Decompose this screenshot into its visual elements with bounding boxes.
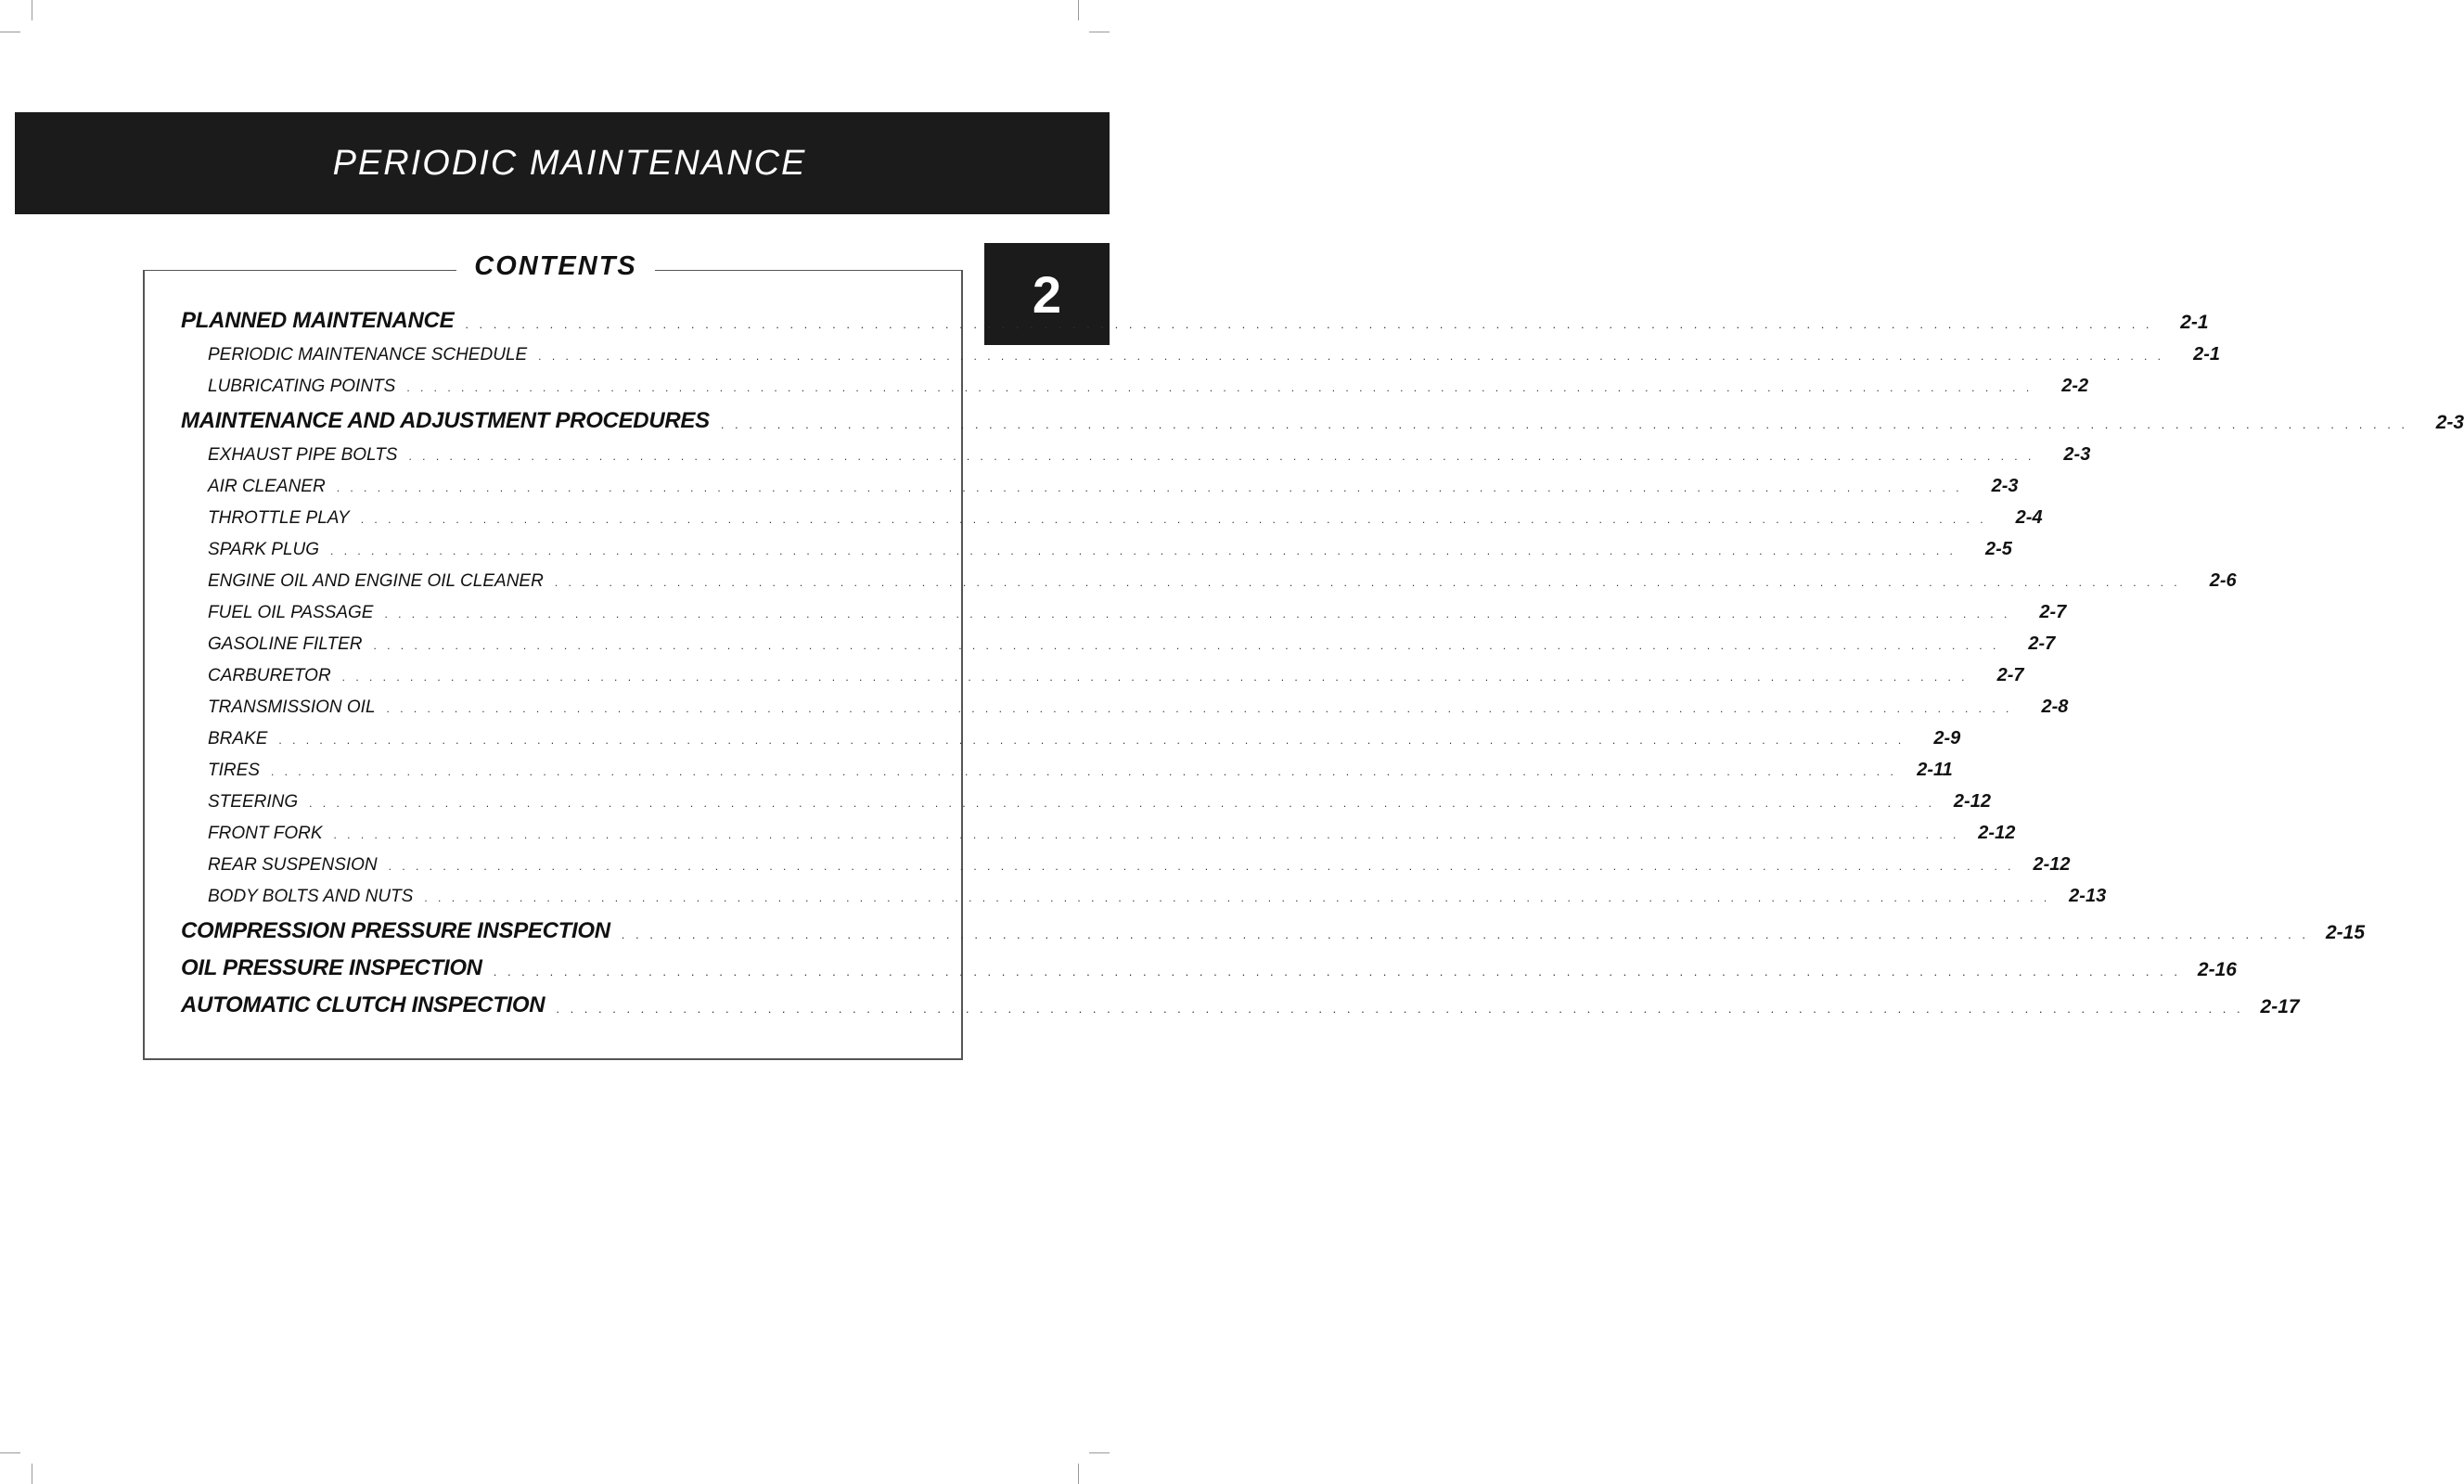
crop-mark-bottom-right bbox=[1078, 1464, 1079, 1484]
toc-dot-leader: . . . . . . . . . . . . . . . . . . . . . . . . . . . . . . . . . . . . . . . . . . . . . . . . . . . . . . . . . . . . . . . . . . . . . . . . . . . . . . . . . . . . . . . . . . . . . . . . . . . . . . . . . . . . . . . . . . . . . . . . bbox=[408, 450, 2035, 463]
toc-dot-leader: . . . . . . . . . . . . . . . . . . . . . . . . . . . . . . . . . . . . . . . . . . . . . . . . . . . . . . . . . . . . . . . . . . . . . . . . . . . . . . . . . . . . . . . . . . . . . . . . . . . . . . . . . . . . . . . . . . . . . . . . bbox=[336, 481, 1963, 494]
toc-dot-leader: . . . . . . . . . . . . . . . . . . . . . . . . . . . . . . . . . . . . . . . . . . . . . . . . . . . . . . . . . . . . . . . . . . . . . . . . . . . . . . . . . . . . . . . . . . . . . . . . . . . . . . . . . . . . . . . . . . . . . . . . bbox=[278, 734, 1906, 747]
toc-entry[interactable] bbox=[181, 655, 2024, 686]
toc-entry[interactable] bbox=[181, 334, 2220, 365]
toc-entry-page: 2-7 bbox=[2028, 633, 2056, 654]
toc-entry-page: 2-12 bbox=[1953, 791, 1991, 812]
toc-entry-page: 2-12 bbox=[1978, 823, 2016, 843]
table-of-contents bbox=[181, 297, 2464, 1018]
toc-entry-label: STEERING bbox=[208, 792, 299, 812]
toc-entry-label: REAR SUSPENSION bbox=[208, 855, 378, 875]
toc-entry-page: 2-7 bbox=[2039, 602, 2067, 622]
toc-dot-leader: . . . . . . . . . . . . . . . . . . . . . . . . . . . . . . . . . . . . . . . . . . . . . . . . . . . . . . . . . . . . . . . . . . . . . . . . . . . . . . . . . . . . . . . . . . . . . . . . . . . . . . . . . . . . . . . . . . . . . . . . bbox=[406, 381, 2034, 394]
toc-dot-leader: . . . . . . . . . . . . . . . . . . . . . . . . . . . . . . . . . . . . . . . . . . . . . . . . . . . . . . . . . . . . . . . . . . . . . . . . . . . . . . . . . . . . . . . . . . . . . . . . . . . . . . . . . . . . . . . . . . . . . . . . bbox=[720, 417, 2409, 431]
toc-entry[interactable] bbox=[181, 497, 2043, 529]
toc-entry-page: 2-3 bbox=[1991, 476, 2019, 496]
toc-dot-leader: . . . . . . . . . . . . . . . . . . . . . . . . . . . . . . . . . . . . . . . . . . . . . . . . . . . . . . . . . . . . . . . . . . . . . . . . . . . . . . . . . . . . . . . . . . . . . . . . . . . . . . . . . . . . . . . . . . . . . . . . bbox=[424, 891, 2051, 904]
toc-entry-page: 2-1 bbox=[2180, 312, 2209, 333]
toc-entry-page: 2-3 bbox=[2435, 412, 2464, 433]
toc-entry-page: 2-13 bbox=[2069, 886, 2107, 906]
toc-dot-leader: . . . . . . . . . . . . . . . . . . . . . . . . . . . . . . . . . . . . . . . . . . . . . . . . . . . . . . . . . . . . . . . . . . . . . . . . . . . . . . . . . . . . . . . . . . . . . . . . . . . . . . . . . . . . . . . . . . . . . . . . bbox=[556, 1002, 2244, 1016]
toc-entry-page: 2-6 bbox=[2209, 570, 2237, 591]
toc-entry-page: 2-7 bbox=[1996, 665, 2024, 685]
toc-entry[interactable] bbox=[181, 560, 2237, 592]
toc-entry[interactable] bbox=[181, 781, 1991, 812]
toc-entry-label: AIR CLEANER bbox=[208, 477, 326, 496]
toc-entry-label: OIL PRESSURE INSPECTION bbox=[181, 955, 482, 980]
toc-entry-label: PLANNED MAINTENANCE bbox=[181, 308, 455, 333]
toc-entry[interactable] bbox=[181, 529, 2012, 560]
toc-dot-leader: . . . . . . . . . . . . . . . . . . . . . . . . . . . . . . . . . . . . . . . . . . . . . . . . . . . . . . . . . . . . . . . . . . . . . . . . . . . . . . . . . . . . . . . . . . . . . . . . . . . . . . . . . . . . . . . . . . . . . . . . bbox=[309, 797, 1935, 810]
chapter-title: PERIODIC MAINTENANCE bbox=[332, 143, 807, 183]
toc-dot-leader: . . . . . . . . . . . . . . . . . . . . . . . . . . . . . . . . . . . . . . . . . . . . . . . . . . . . . . . . . . . . . . . . . . . . . . . . . . . . . . . . . . . . . . . . . . . . . . . . . . . . . . . . . . . . . . . . . . . . . . . . bbox=[388, 860, 2015, 873]
toc-entry[interactable] bbox=[181, 623, 2056, 655]
toc-dot-leader: . . . . . . . . . . . . . . . . . . . . . . . . . . . . . . . . . . . . . . . . . . . . . . . . . . . . . . . . . . . . . . . . . . . . . . . . . . . . . . . . . . . . . . . . . . . . . . . . . . . . . . . . . . . . . . . . . . . . . . . . bbox=[538, 350, 2164, 363]
toc-entry-label: AUTOMATIC CLUTCH INSPECTION bbox=[181, 992, 545, 1017]
toc-dot-leader: . . . . . . . . . . . . . . . . . . . . . . . . . . . . . . . . . . . . . . . . . . . . . . . . . . . . . . . . . . . . . . . . . . . . . . . . . . . . . . . . . . . . . . . . . . . . . . . . . . . . . . . . . . . . . . . . . . . . . . . . bbox=[384, 608, 2011, 620]
toc-entry-label: GASOLINE FILTER bbox=[208, 634, 363, 654]
toc-entry[interactable] bbox=[181, 434, 2091, 466]
toc-entry-label: PERIODIC MAINTENANCE SCHEDULE bbox=[208, 345, 528, 365]
contents-box-top-rule-left bbox=[143, 270, 456, 271]
toc-entry[interactable] bbox=[181, 466, 2019, 497]
toc-entry[interactable] bbox=[181, 844, 2071, 876]
toc-entry-label: BODY BOLTS AND NUTS bbox=[208, 887, 414, 906]
toc-entry[interactable] bbox=[181, 812, 2016, 844]
toc-entry-page: 2-16 bbox=[2197, 959, 2237, 980]
crop-mark-bottom-left-h bbox=[0, 1452, 20, 1453]
toc-dot-leader: . . . . . . . . . . . . . . . . . . . . . . . . . . . . . . . . . . . . . . . . . . . . . . . . . . . . . . . . . . . . . . . . . . . . . . . . . . . . . . . . . . . . . . . . . . . . . . . . . . . . . . . . . . . . . . . . . . . . . . . . bbox=[341, 671, 1969, 684]
toc-entry-page: 2-3 bbox=[2063, 444, 2091, 465]
toc-entry-page: 2-5 bbox=[1984, 539, 2012, 559]
toc-entry-label: BRAKE bbox=[208, 729, 268, 748]
toc-entry-page: 2-9 bbox=[1933, 728, 1961, 748]
toc-entry-label: TRANSMISSION OIL bbox=[208, 697, 376, 717]
toc-dot-leader: . . . . . . . . . . . . . . . . . . . . . . . . . . . . . . . . . . . . . . . . . . . . . . . . . . . . . . . . . . . . . . . . . . . . . . . . . . . . . . . . . . . . . . . . . . . . . . . . . . . . . . . . . . . . . . . . . . . . . . . . bbox=[493, 965, 2181, 979]
chapter-title-banner bbox=[15, 112, 1110, 214]
toc-entry[interactable] bbox=[181, 876, 2107, 907]
toc-entry[interactable] bbox=[181, 981, 2300, 1018]
crop-mark-bottom-right-h bbox=[1089, 1452, 1110, 1453]
toc-dot-leader: . . . . . . . . . . . . . . . . . . . . . . . . . . . . . . . . . . . . . . . . . . . . . . . . . . . . . . . . . . . . . . . . . . . . . . . . . . . . . . . . . . . . . . . . . . . . . . . . . . . . . . . . . . . . . . . . . . . . . . . . bbox=[373, 639, 2000, 652]
toc-entry[interactable] bbox=[181, 718, 1961, 749]
toc-dot-leader: . . . . . . . . . . . . . . . . . . . . . . . . . . . . . . . . . . . . . . . . . . . . . . . . . . . . . . . . . . . . . . . . . . . . . . . . . . . . . . . . . . . . . . . . . . . . . . . . . . . . . . . . . . . . . . . . . . . . . . . . bbox=[465, 317, 2153, 331]
toc-entry-page: 2-1 bbox=[2193, 344, 2220, 365]
chapter-number: 2 bbox=[1032, 264, 1062, 324]
toc-entry-label: LUBRICATING POINTS bbox=[208, 377, 396, 396]
toc-entry-label: MAINTENANCE AND ADJUSTMENT PROCEDURES bbox=[181, 408, 710, 433]
toc-entry[interactable] bbox=[181, 397, 2464, 434]
toc-entry-label: FRONT FORK bbox=[208, 824, 323, 843]
toc-entry-label: COMPRESSION PRESSURE INSPECTION bbox=[181, 918, 610, 943]
toc-entry-label: THROTTLE PLAY bbox=[208, 508, 350, 528]
toc-entry[interactable] bbox=[181, 365, 2089, 397]
toc-dot-leader: . . . . . . . . . . . . . . . . . . . . . . . . . . . . . . . . . . . . . . . . . . . . . . . . . . . . . . . . . . . . . . . . . . . . . . . . . . . . . . . . . . . . . . . . . . . . . . . . . . . . . . . . . . . . . . . . . . . . . . . . bbox=[360, 513, 1987, 526]
toc-dot-leader: . . . . . . . . . . . . . . . . . . . . . . . . . . . . . . . . . . . . . . . . . . . . . . . . . . . . . . . . . . . . . . . . . . . . . . . . . . . . . . . . . . . . . . . . . . . . . . . . . . . . . . . . . . . . . . . . . . . . . . . . bbox=[386, 702, 2013, 715]
toc-entry-label: TIRES bbox=[208, 761, 260, 780]
toc-dot-leader: . . . . . . . . . . . . . . . . . . . . . . . . . . . . . . . . . . . . . . . . . . . . . . . . . . . . . . . . . . . . . . . . . . . . . . . . . . . . . . . . . . . . . . . . . . . . . . . . . . . . . . . . . . . . . . . . . . . . . . . . bbox=[621, 928, 2310, 941]
toc-entry-label: EXHAUST PIPE BOLTS bbox=[208, 445, 398, 465]
toc-entry[interactable] bbox=[181, 749, 1953, 781]
crop-mark-top-right bbox=[1078, 0, 1079, 20]
toc-entry-page: 2-8 bbox=[2041, 697, 2069, 717]
toc-entry-label: CARBURETOR bbox=[208, 666, 331, 685]
toc-entry-page: 2-2 bbox=[2061, 376, 2089, 396]
toc-entry-page: 2-4 bbox=[2015, 507, 2043, 528]
contents-heading: CONTENTS bbox=[474, 251, 637, 281]
toc-entry-label: FUEL OIL PASSAGE bbox=[208, 603, 374, 622]
toc-entry-label: ENGINE OIL AND ENGINE OIL CLEANER bbox=[208, 571, 544, 591]
toc-entry-label: SPARK PLUG bbox=[208, 540, 320, 559]
toc-entry-page: 2-12 bbox=[2033, 854, 2071, 875]
toc-dot-leader: . . . . . . . . . . . . . . . . . . . . . . . . . . . . . . . . . . . . . . . . . . . . . . . . . . . . . . . . . . . . . . . . . . . . . . . . . . . . . . . . . . . . . . . . . . . . . . . . . . . . . . . . . . . . . . . . . . . . . . . . bbox=[330, 544, 1957, 557]
toc-dot-leader: . . . . . . . . . . . . . . . . . . . . . . . . . . . . . . . . . . . . . . . . . . . . . . . . . . . . . . . . . . . . . . . . . . . . . . . . . . . . . . . . . . . . . . . . . . . . . . . . . . . . . . . . . . . . . . . . . . . . . . . . bbox=[270, 765, 1897, 778]
toc-entry[interactable] bbox=[181, 686, 2069, 718]
toc-dot-leader: . . . . . . . . . . . . . . . . . . . . . . . . . . . . . . . . . . . . . . . . . . . . . . . . . . . . . . . . . . . . . . . . . . . . . . . . . . . . . . . . . . . . . . . . . . . . . . . . . . . . . . . . . . . . . . . . . . . . . . . . bbox=[333, 828, 1960, 841]
toc-entry[interactable] bbox=[181, 944, 2237, 981]
toc-entry[interactable] bbox=[181, 592, 2067, 623]
contents-box-top-rule-right bbox=[655, 270, 963, 271]
toc-entry-page: 2-11 bbox=[1917, 760, 1953, 780]
toc-entry-page: 2-17 bbox=[2260, 996, 2300, 1017]
toc-entry[interactable] bbox=[181, 297, 2209, 334]
toc-dot-leader: . . . . . . . . . . . . . . . . . . . . . . . . . . . . . . . . . . . . . . . . . . . . . . . . . . . . . . . . . . . . . . . . . . . . . . . . . . . . . . . . . . . . . . . . . . . . . . . . . . . . . . . . . . . . . . . . . . . . . . . . bbox=[554, 576, 2181, 589]
toc-entry[interactable] bbox=[181, 907, 2366, 944]
toc-entry-page: 2-15 bbox=[2325, 922, 2366, 943]
